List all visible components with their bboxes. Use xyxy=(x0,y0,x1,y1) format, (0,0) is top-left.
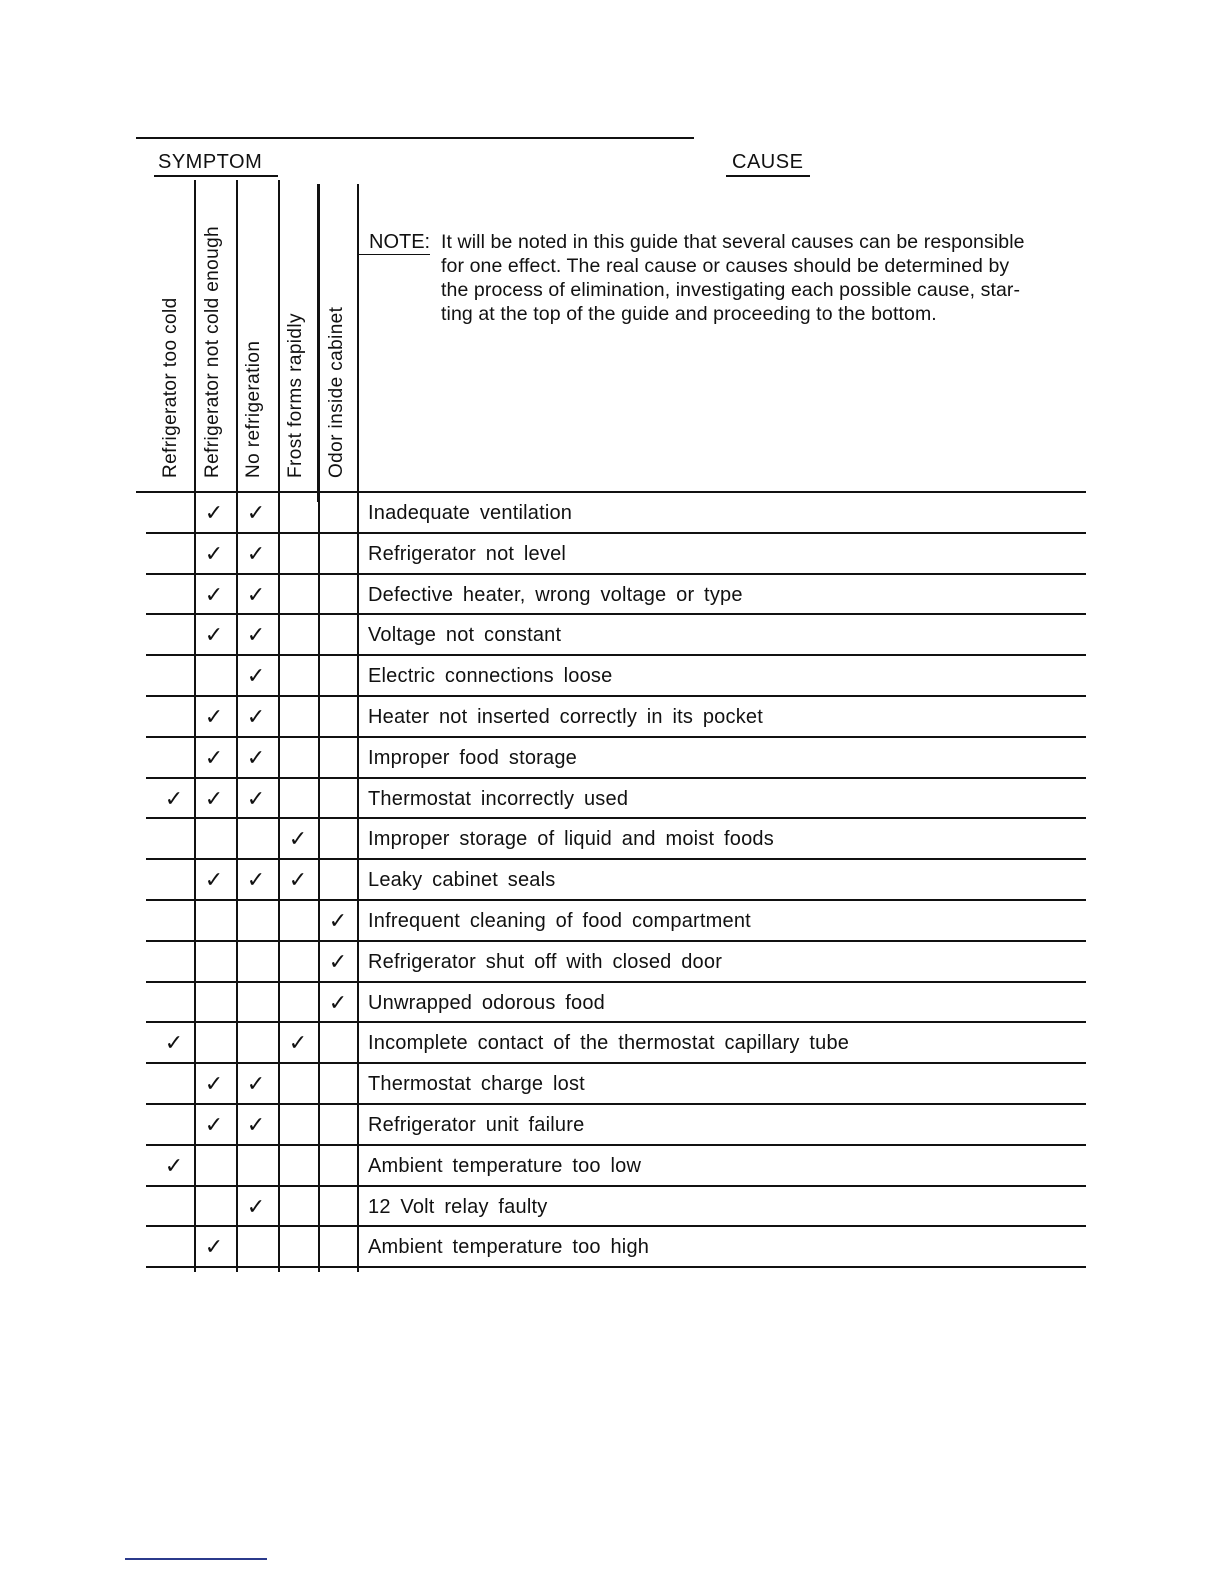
check-mark-icon: ✓ xyxy=(204,541,224,566)
row-rule xyxy=(146,1225,1086,1227)
check-mark-icon: ✓ xyxy=(328,908,348,933)
row-rule xyxy=(146,695,1086,697)
check-mark-icon: ✓ xyxy=(246,663,266,688)
symptom-header-no-refrigeration: No refrigeration xyxy=(243,340,264,478)
check-mark-icon: ✓ xyxy=(288,826,308,851)
check-mark-icon: ✓ xyxy=(204,1234,224,1259)
row-rule xyxy=(146,940,1086,942)
check-mark-icon: ✓ xyxy=(164,1153,184,1178)
row-rule xyxy=(146,899,1086,901)
row-rule xyxy=(146,1062,1086,1064)
row-rule xyxy=(146,1144,1086,1146)
header-divider-5 xyxy=(357,184,359,492)
page-bottom-mark xyxy=(125,1558,267,1560)
check-mark-icon: ✓ xyxy=(246,541,266,566)
check-mark-icon: ✓ xyxy=(246,786,266,811)
cause-heading: CAUSE xyxy=(732,151,804,173)
cause-text: Thermostat charge lost xyxy=(368,1073,585,1095)
column-divider xyxy=(236,491,238,1272)
check-mark-icon: ✓ xyxy=(204,622,224,647)
row-rule xyxy=(146,817,1086,819)
check-mark-icon: ✓ xyxy=(204,786,224,811)
check-mark-icon: ✓ xyxy=(204,582,224,607)
row-rule xyxy=(146,532,1086,534)
cause-text: Voltage not constant xyxy=(368,624,562,646)
header-divider-4 xyxy=(317,184,320,502)
cause-text: Infrequent cleaning of food compartment xyxy=(368,910,751,932)
check-mark-icon: ✓ xyxy=(246,622,266,647)
cause-text: Refrigerator shut off with closed door xyxy=(368,951,723,973)
cause-text: 12 Volt relay faulty xyxy=(368,1196,548,1218)
check-mark-icon: ✓ xyxy=(246,867,266,892)
row-rule xyxy=(146,1185,1086,1187)
check-mark-icon: ✓ xyxy=(204,704,224,729)
check-mark-icon: ✓ xyxy=(288,867,308,892)
row-rule xyxy=(146,1103,1086,1105)
note-line-1: It will be noted in this guide that several causes can be responsible xyxy=(441,231,1025,253)
header-divider-3 xyxy=(278,180,280,492)
check-mark-icon: ✓ xyxy=(204,867,224,892)
check-mark-icon: ✓ xyxy=(204,745,224,770)
cause-text: Incomplete contact of the thermostat capillary tube xyxy=(368,1032,850,1054)
check-mark-icon: ✓ xyxy=(246,1071,266,1096)
check-mark-icon: ✓ xyxy=(246,704,266,729)
cause-text: Improper storage of liquid and moist foods xyxy=(368,828,774,850)
cause-text: Inadequate ventilation xyxy=(368,502,573,524)
check-mark-icon: ✓ xyxy=(164,1030,184,1055)
column-divider xyxy=(278,491,280,1272)
cause-text: Refrigerator not level xyxy=(368,543,567,565)
cause-text: Improper food storage xyxy=(368,747,577,769)
note-underline xyxy=(358,254,430,255)
check-mark-icon: ✓ xyxy=(204,500,224,525)
symptom-header-too-cold: Refrigerator too cold xyxy=(160,297,181,478)
cause-text: Ambient temperature too low xyxy=(368,1155,642,1177)
symptom-header-frost-forms: Frost forms rapidly xyxy=(285,313,306,478)
note-line-4: ting at the top of the guide and proceeding to the bottom. xyxy=(441,303,937,325)
row-rule xyxy=(146,1266,1086,1268)
note-label: NOTE: xyxy=(369,231,431,253)
check-mark-icon: ✓ xyxy=(288,1030,308,1055)
cause-text: Leaky cabinet seals xyxy=(368,869,556,891)
symptom-header-odor-inside: Odor inside cabinet xyxy=(326,306,347,478)
row-rule xyxy=(146,1021,1086,1023)
symptom-header-not-cold-enough: Refrigerator not cold enough xyxy=(202,225,223,478)
column-divider xyxy=(194,491,196,1272)
row-rule xyxy=(146,573,1086,575)
check-mark-icon: ✓ xyxy=(328,949,348,974)
column-divider xyxy=(318,491,320,1272)
check-mark-icon: ✓ xyxy=(164,786,184,811)
check-mark-icon: ✓ xyxy=(328,990,348,1015)
row-rule xyxy=(146,654,1086,656)
check-mark-icon: ✓ xyxy=(204,1112,224,1137)
column-divider xyxy=(357,491,359,1272)
cause-text: Heater not inserted correctly in its pocket xyxy=(368,706,763,728)
row-rule xyxy=(146,777,1086,779)
check-mark-icon: ✓ xyxy=(246,1194,266,1219)
check-mark-icon: ✓ xyxy=(246,745,266,770)
row-rule xyxy=(146,981,1086,983)
cause-text: Defective heater, wrong voltage or type xyxy=(368,584,743,606)
header-divider-2 xyxy=(236,180,238,492)
cause-heading-underline xyxy=(726,175,810,177)
cause-text: Ambient temperature too high xyxy=(368,1236,650,1258)
note-line-3: the process of elimination, investigating each possible cause, star- xyxy=(441,279,1021,301)
check-mark-icon: ✓ xyxy=(204,1071,224,1096)
row-rule xyxy=(146,613,1086,615)
cause-text: Thermostat incorrectly used xyxy=(368,788,629,810)
cause-text: Electric connections loose xyxy=(368,665,613,687)
check-mark-icon: ✓ xyxy=(246,582,266,607)
top-rule xyxy=(136,137,694,139)
symptom-heading-underline xyxy=(154,175,278,177)
check-mark-icon: ✓ xyxy=(246,500,266,525)
symptom-heading: SYMPTOM xyxy=(158,151,263,173)
row-rule xyxy=(146,736,1086,738)
header-divider-1 xyxy=(194,180,196,492)
row-rule xyxy=(146,858,1086,860)
note-line-2: for one effect. The real cause or causes should be determined by xyxy=(441,255,1010,277)
cause-text: Refrigerator unit failure xyxy=(368,1114,585,1136)
cause-text: Unwrapped odorous food xyxy=(368,992,605,1014)
check-mark-icon: ✓ xyxy=(246,1112,266,1137)
